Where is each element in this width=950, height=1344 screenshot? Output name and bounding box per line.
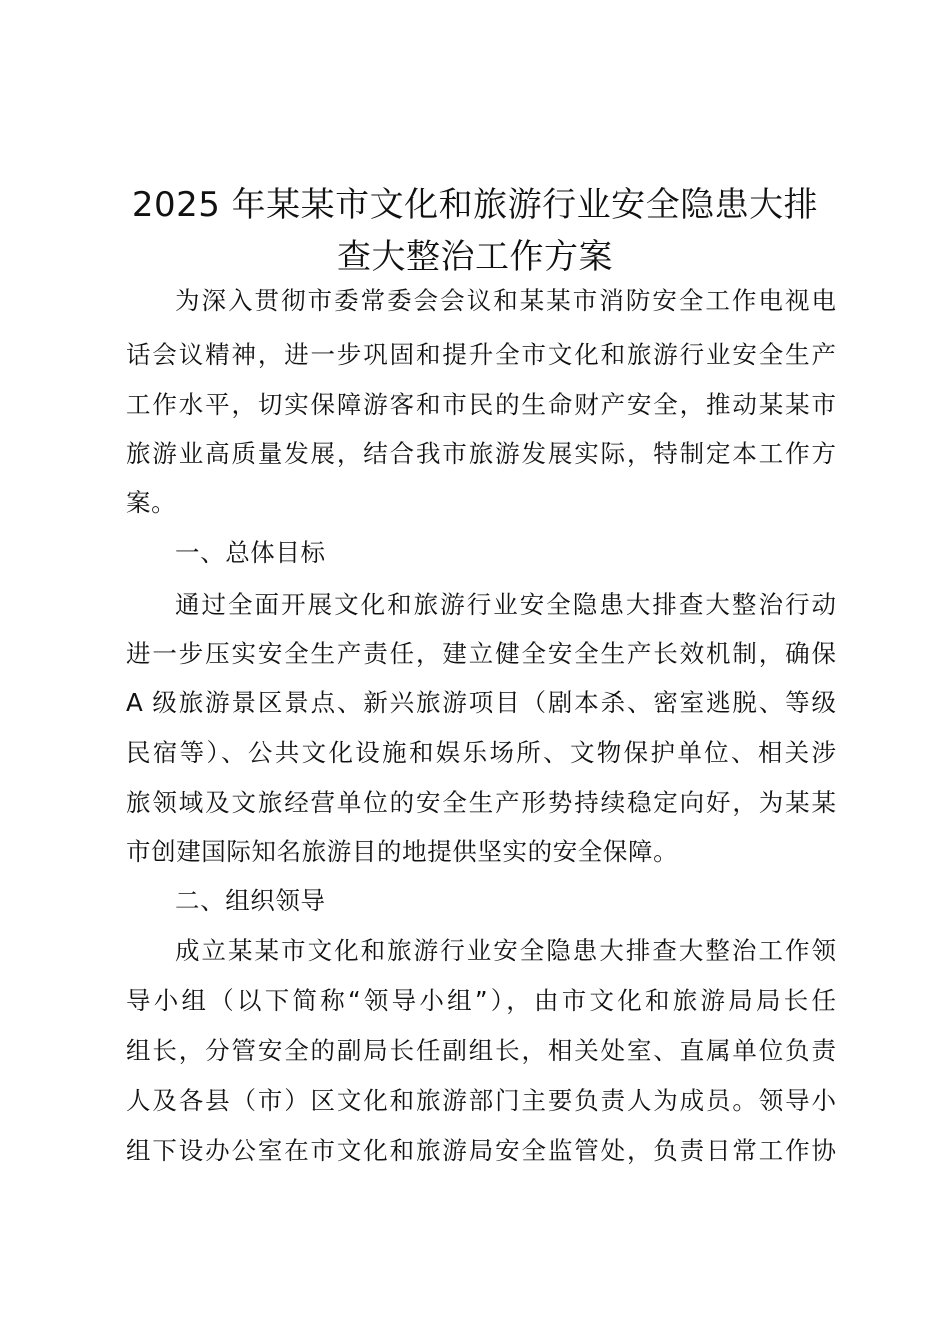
goal-paragraph-line: 民宿等）、公共文化设施和娱乐场所、文物保护单位、相关涉 — [126, 738, 836, 767]
intro-paragraph-line: 话会议精神，进一步巩固和提升全市文化和旅游行业安全生产 — [126, 340, 836, 369]
organization-paragraph-line: 组下设办公室在市文化和旅游局安全监管处，负责日常工作协 — [126, 1136, 836, 1165]
organization-paragraph-line: 导小组（以下简称“领导小组”），由市文化和旅游局局长任 — [126, 986, 836, 1015]
section-heading-organization: 二、组织领导 — [175, 886, 326, 915]
intro-paragraph-line: 为深入贯彻市委常委会会议和某某市消防安全工作电视电 — [175, 286, 836, 315]
goal-paragraph-line: A 级旅游景区景点、新兴旅游项目（剧本杀、密室逃脱、等级 — [126, 688, 836, 717]
organization-paragraph-line: 组长，分管安全的副局长任副组长，相关处室、直属单位负责 — [126, 1036, 836, 1065]
goal-paragraph-line: 旅领域及文旅经营单位的安全生产形势持续稳定向好，为某某 — [126, 788, 836, 817]
organization-paragraph-line: 成立某某市文化和旅游行业安全隐患大排查大整治工作领 — [175, 936, 836, 965]
section-heading-overall-goal: 一、总体目标 — [175, 538, 326, 567]
intro-paragraph-line: 案。 — [126, 488, 177, 517]
document-title-line-2: 查大整治工作方案 — [337, 237, 613, 277]
goal-paragraph-line: 进一步压实安全生产责任，建立健全安全生产长效机制，确保 — [126, 639, 836, 668]
goal-paragraph-line: 通过全面开展文化和旅游行业安全隐患大排查大整治行动 — [175, 590, 836, 619]
intro-paragraph-line: 工作水平，切实保障游客和市民的生命财产安全，推动某某市 — [126, 390, 836, 419]
intro-paragraph-line: 旅游业高质量发展，结合我市旅游发展实际，特制定本工作方 — [126, 439, 836, 468]
goal-paragraph-line: 市创建国际知名旅游目的地提供坚实的安全保障。 — [126, 837, 679, 866]
organization-paragraph-line: 人及各县（市）区文化和旅游部门主要负责人为成员。领导小 — [126, 1086, 836, 1115]
document-title-line-1: 2025 年某某市文化和旅游行业安全隐患大排 — [131, 185, 819, 225]
